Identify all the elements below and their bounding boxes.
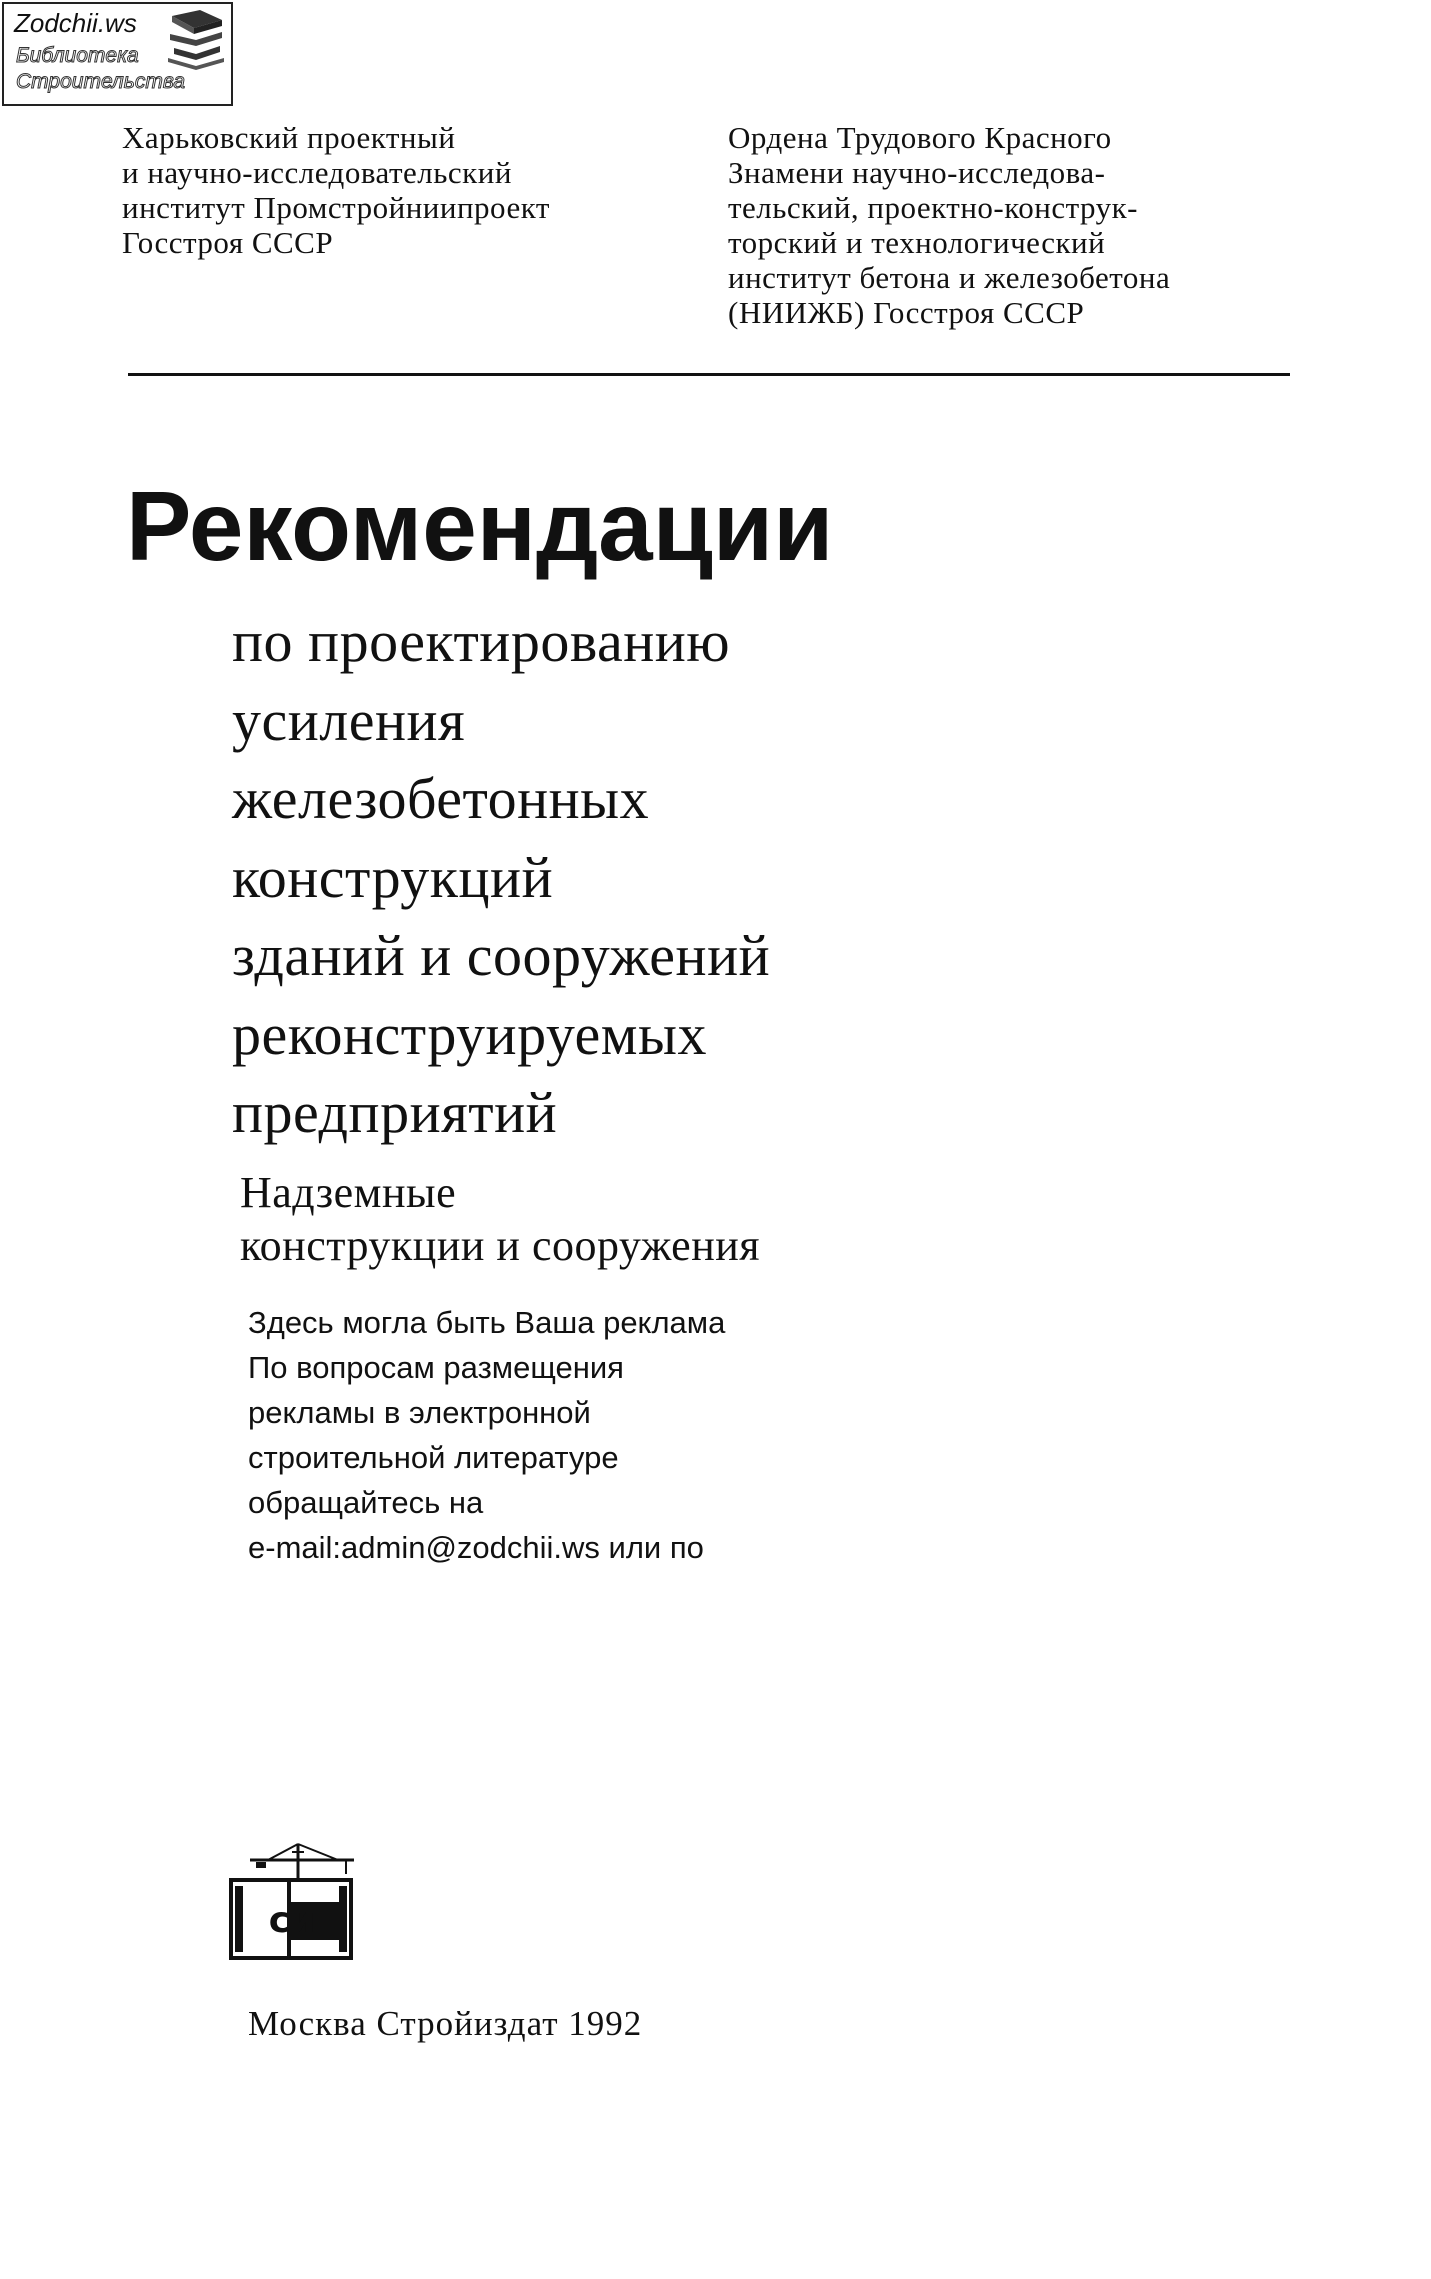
header-right-line: тельский, проектно-конструк- bbox=[728, 190, 1138, 225]
ad-line: e-mail:admin@zodchii.ws или по bbox=[248, 1530, 704, 1565]
document-title: Рекомендации bbox=[126, 471, 834, 581]
header-divider bbox=[128, 373, 1290, 376]
site-watermark bbox=[2, 2, 233, 106]
publisher-logo-letters: си bbox=[268, 1900, 316, 1941]
header-right-institute bbox=[728, 120, 1170, 330]
ad-line: строительной литературе bbox=[248, 1440, 619, 1475]
publication-imprint: Москва Стройиздат 1992 bbox=[248, 2004, 643, 2043]
header-right-line: Ордена Трудового Красного bbox=[728, 120, 1112, 155]
advertisement-block bbox=[248, 1300, 725, 1570]
section-heading bbox=[240, 1166, 760, 1272]
ad-line: По вопросам размещения bbox=[248, 1350, 624, 1385]
subtitle-line: конструкций bbox=[232, 844, 554, 910]
subtitle-line: по проектированию bbox=[232, 609, 731, 674]
subtitle-line: реконструируемых bbox=[232, 1001, 707, 1067]
publisher-logo-icon bbox=[228, 1840, 358, 1962]
header-left-line: Харьковский проектный bbox=[122, 120, 456, 155]
section-line: Надземные bbox=[240, 1168, 457, 1217]
header-right-line: торский и технологический bbox=[728, 225, 1106, 260]
watermark-construction-label: Строительства bbox=[16, 70, 185, 93]
subtitle-line: усиления bbox=[232, 687, 466, 753]
section-line: конструкции и сооружения bbox=[240, 1221, 761, 1270]
subtitle-line: зданий и сооружений bbox=[232, 923, 771, 988]
ad-line: Здесь могла быть Ваша реклама bbox=[248, 1305, 726, 1340]
header-right-line: Знамени научно-исследова- bbox=[728, 155, 1106, 190]
header-right-line: (НИИЖБ) Госстроя СССР bbox=[728, 295, 1085, 330]
subtitle-line: предприятий bbox=[232, 1080, 558, 1145]
document-subtitle bbox=[232, 603, 770, 1153]
header-left-line: Госстроя СССР bbox=[122, 225, 334, 260]
ad-line: рекламы в электронной bbox=[248, 1395, 591, 1430]
header-left-line: институт Промстройниипроект bbox=[122, 190, 550, 225]
watermark-library-label: Библиотека bbox=[16, 44, 139, 67]
ad-line: обращайтесь на bbox=[248, 1485, 484, 1520]
header-left-line: и научно-исследовательский bbox=[122, 155, 512, 190]
watermark-site-name: Zodchii.ws bbox=[14, 8, 137, 38]
header-left-institute bbox=[122, 120, 550, 260]
subtitle-line: железобетонных bbox=[232, 766, 650, 831]
books-icon bbox=[166, 8, 226, 70]
header-right-line: институт бетона и железобетона bbox=[728, 260, 1171, 295]
